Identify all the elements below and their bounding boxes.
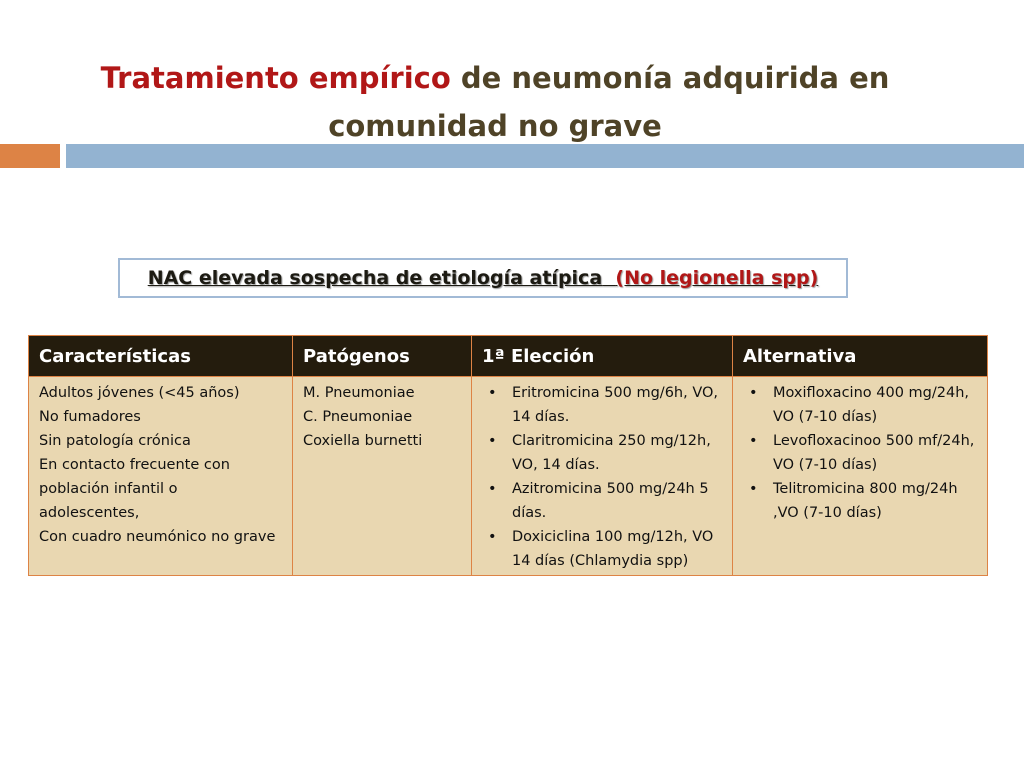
list-item: C. Pneumoniae <box>303 409 413 425</box>
cell-caracteristicas <box>29 377 293 576</box>
list-item: M. Pneumoniae <box>303 385 415 401</box>
accent-bar-blue <box>66 144 1024 168</box>
accent-bar-orange <box>0 144 60 168</box>
eleccion-list <box>482 381 722 573</box>
list-item: • Doxiciclina 100 mg/12h, VO 14 días (Chlamydia spp) <box>482 525 722 573</box>
treatment-table <box>28 335 988 576</box>
subtitle-box <box>118 258 848 298</box>
cell-alternativa <box>733 377 988 576</box>
cell-patogenos <box>293 377 472 576</box>
header-patogenos: Patógenos <box>293 336 472 377</box>
header-alternativa: Alternativa <box>733 336 988 377</box>
list-item: Sin patología crónica <box>39 433 191 449</box>
list-item: • Eritromicina 500 mg/6h, VO, 14 días. <box>482 381 722 429</box>
list-item: • Levofloxacinoo 500 mf/24h, VO (7-10 días) <box>743 429 977 477</box>
list-item: Coxiella burnetti <box>303 433 423 449</box>
table-row <box>29 377 988 576</box>
list-item: • Telitromicina 800 mg/24h ,VO (7-10 días) <box>743 477 977 525</box>
title-highlight: Tratamiento empírico <box>100 61 451 95</box>
title-line-2: comunidad no grave <box>328 109 662 143</box>
list-item: Adultos jóvenes (<45 años) <box>39 385 240 401</box>
list-item: • Claritromicina 250 mg/12h, VO, 14 días. <box>482 429 722 477</box>
list-item: • Moxifloxacino 400 mg/24h, VO (7-10 días) <box>743 381 977 429</box>
subtitle-highlight: (No legionella spp) <box>615 267 819 289</box>
subtitle-main: NAC elevada sospecha de etiología atípica <box>147 267 603 289</box>
header-eleccion: 1ª Elección <box>472 336 733 377</box>
header-caracteristicas: Características <box>29 336 293 377</box>
table-header-row <box>29 336 988 377</box>
list-item: Con cuadro neumónico no grave <box>39 529 276 545</box>
list-item: En contacto frecuente con población infantil o adolescentes, <box>39 457 230 521</box>
alternativa-list <box>743 381 977 525</box>
cell-eleccion <box>472 377 733 576</box>
title-rest: de neumonía adquirida en <box>450 61 890 95</box>
slide-title <box>60 54 930 150</box>
list-item: No fumadores <box>39 409 141 425</box>
list-item: • Azitromicina 500 mg/24h 5 días. <box>482 477 722 525</box>
